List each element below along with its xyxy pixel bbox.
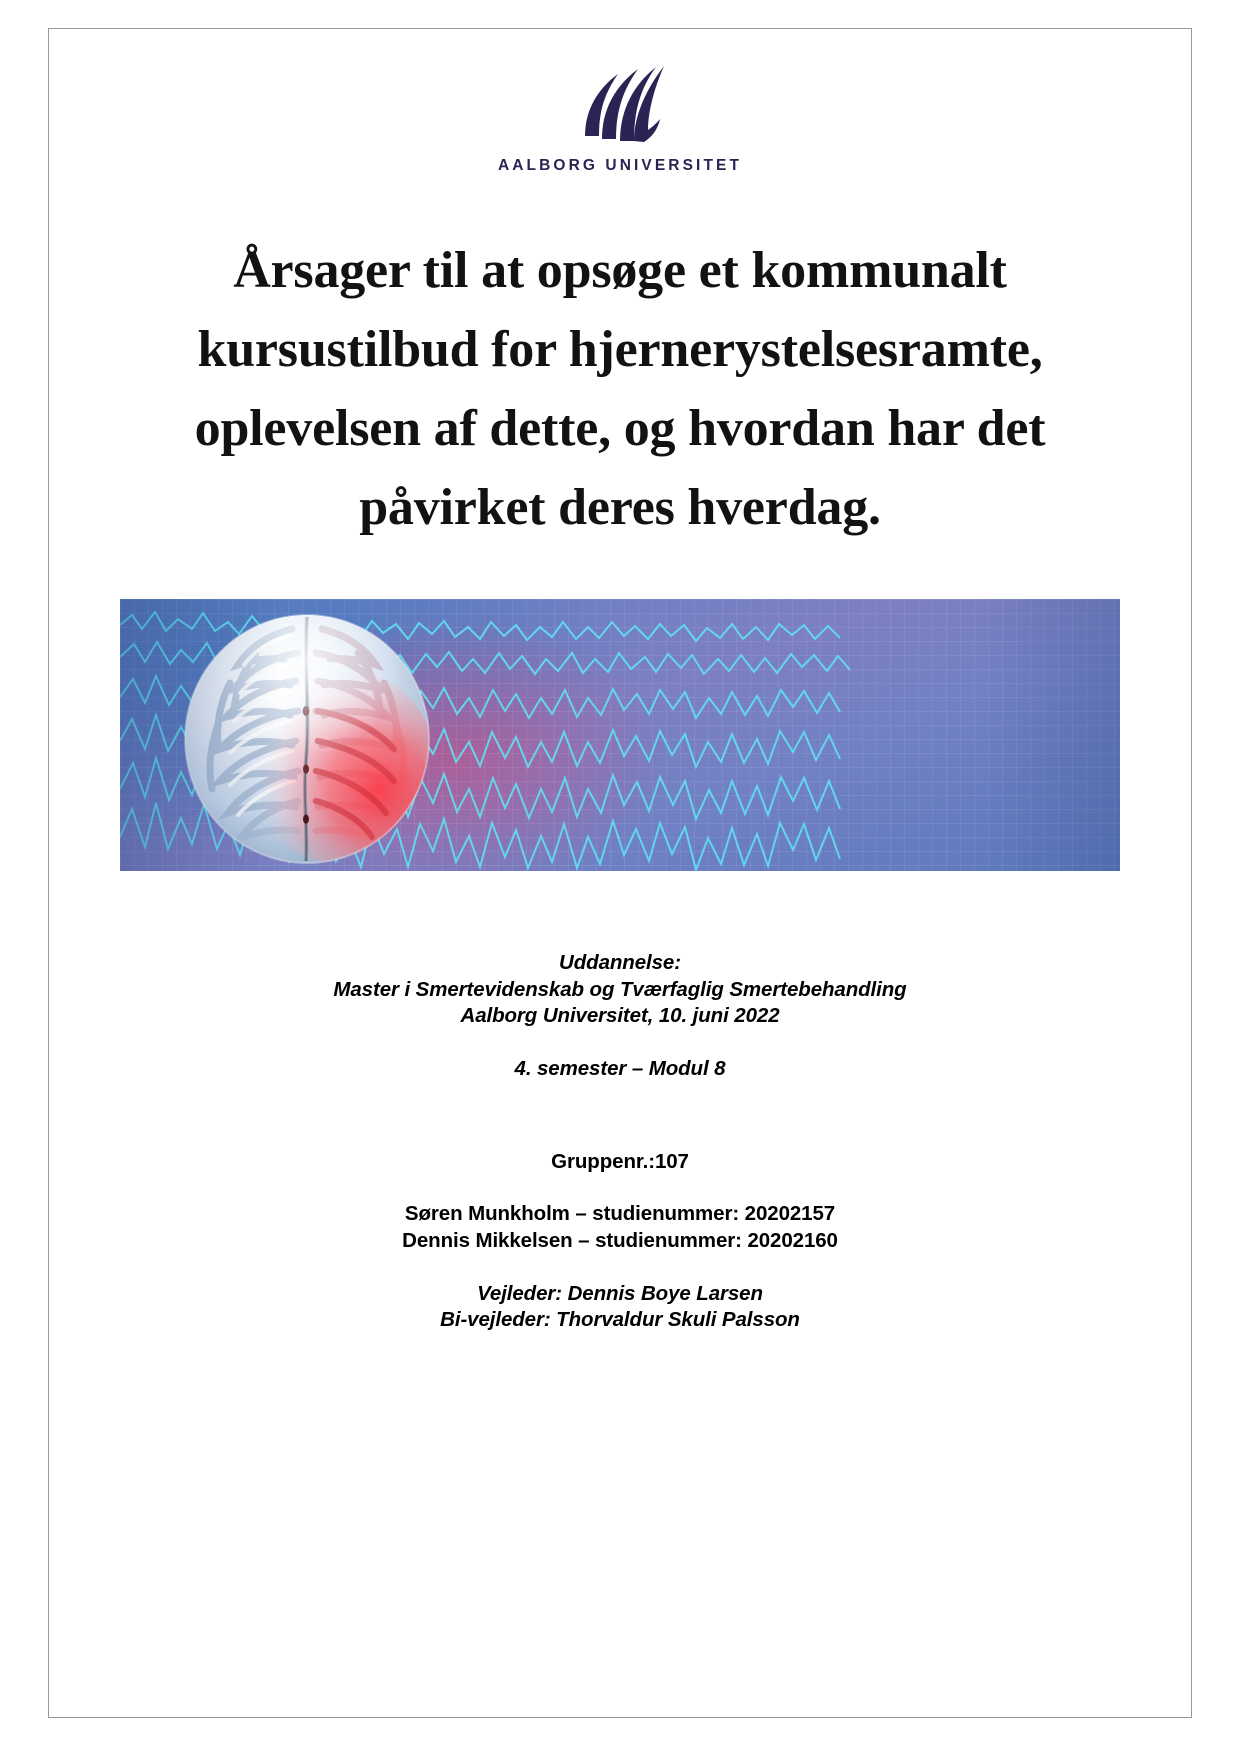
semester-block — [48, 1056, 1192, 1083]
group-number: Gruppenr.:107 — [551, 1149, 689, 1173]
students-block — [48, 1201, 1192, 1254]
university-wordmark: AALBORG UNIVERSITET — [497, 157, 743, 174]
university-logo-block — [48, 66, 1192, 175]
figure-edge-shading — [120, 599, 1120, 871]
spacer-after-semester — [48, 1109, 1192, 1149]
aalborg-university-sail-logo-icon — [572, 66, 668, 144]
title-line-4: påvirket deres hverdag. — [359, 479, 881, 537]
student-2: Dennis Mikkelsen – studienummer: 20202160 — [402, 1228, 838, 1252]
brain-eeg-image — [120, 599, 1120, 871]
student-1: Søren Munkholm – studienummer: 20202157 — [404, 1202, 836, 1226]
group-number-block — [48, 1149, 1192, 1176]
education-university-date: Aalborg Universitet, 10. juni 2022 — [460, 1004, 780, 1028]
title-line-3: oplevelsen af dette, og hvordan har det — [194, 400, 1046, 458]
cover-metadata — [48, 950, 1192, 1334]
supervisor-main: Vejleder: Dennis Boye Larsen — [477, 1281, 763, 1305]
semester-label: 4. semester – Modul 8 — [514, 1057, 726, 1081]
title-line-1: Årsager til at opsøge et kommunalt — [233, 242, 1007, 299]
page-title — [134, 231, 1106, 547]
education-block — [48, 950, 1192, 1030]
education-programme: Master i Smertevidenskab og Tværfaglig Smertebehandling — [333, 977, 907, 1001]
page-content — [48, 28, 1192, 1718]
cover-figure-wrap — [48, 599, 1192, 876]
supervisors-block — [48, 1281, 1192, 1334]
education-label: Uddannelse: — [559, 951, 681, 975]
supervisor-co: Bi-vejleder: Thorvaldur Skuli Palsson — [440, 1308, 800, 1332]
title-line-2: kursustilbud for hjernerystelsesramte, — [197, 321, 1043, 379]
